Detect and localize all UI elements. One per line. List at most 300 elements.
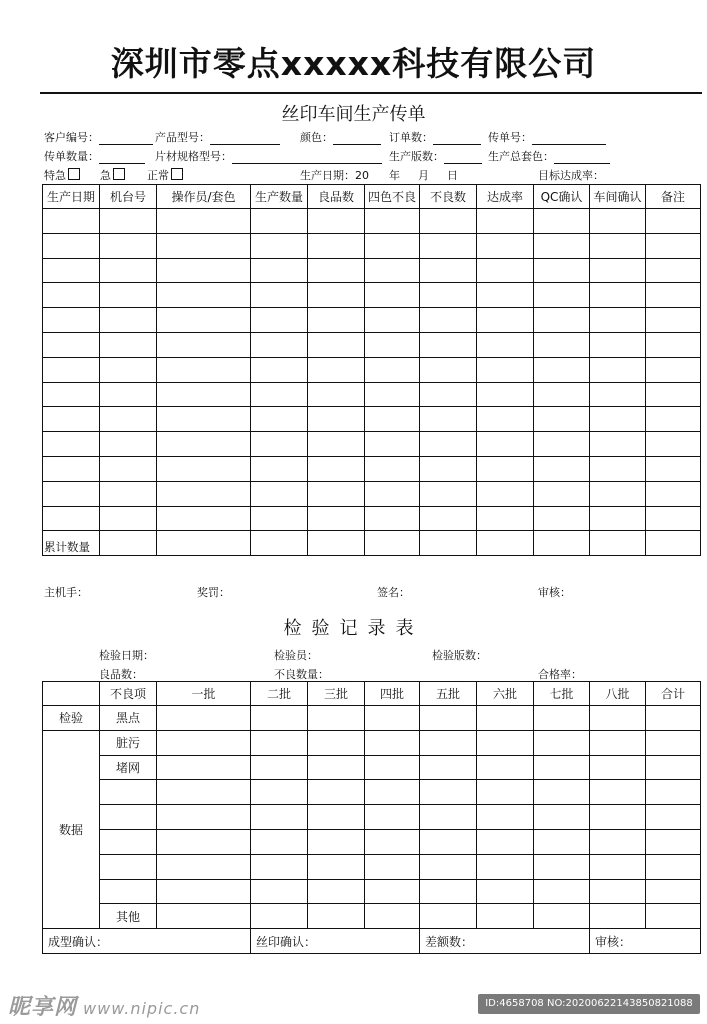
table-cell[interactable]	[420, 780, 477, 805]
target-rate-field[interactable]	[538, 167, 604, 183]
table-cell[interactable]	[43, 481, 100, 506]
table-cell[interactable]	[477, 233, 534, 258]
table-cell[interactable]	[157, 854, 251, 879]
table-cell[interactable]	[157, 780, 251, 805]
table-cell[interactable]	[590, 209, 646, 234]
table-cell[interactable]	[43, 407, 100, 432]
table-cell[interactable]	[477, 357, 534, 382]
table-cell[interactable]	[534, 456, 590, 481]
table-cell[interactable]	[251, 780, 308, 805]
prod-total-colors-blank[interactable]	[554, 152, 610, 164]
pass-rate-label: 合格率：	[538, 668, 582, 681]
table-cell[interactable]	[590, 730, 646, 755]
table-cell[interactable]	[157, 209, 251, 234]
prod-total-colors-field[interactable]	[488, 148, 610, 164]
table-cell[interactable]	[590, 407, 646, 432]
table-cell[interactable]	[251, 730, 308, 755]
table-cell[interactable]	[365, 233, 420, 258]
table-cell[interactable]	[308, 755, 365, 780]
table-cell[interactable]	[43, 506, 100, 531]
slip-qty-label: 传单数量：	[44, 150, 99, 163]
sheet-spec-field[interactable]	[155, 148, 382, 164]
table-cell[interactable]	[157, 730, 251, 755]
table-cell[interactable]	[43, 456, 100, 481]
table-cell[interactable]	[590, 780, 646, 805]
table-cell[interactable]	[308, 456, 365, 481]
table-cell[interactable]	[308, 209, 365, 234]
form-title: 丝印车间生产传单	[281, 104, 426, 125]
table-cell[interactable]	[100, 258, 157, 283]
table-cell[interactable]	[534, 829, 590, 854]
table-cell[interactable]	[308, 879, 365, 904]
color-field[interactable]	[300, 129, 381, 145]
table-cell[interactable]	[420, 755, 477, 780]
table-cell[interactable]	[646, 258, 701, 283]
order-qty-field[interactable]	[389, 129, 481, 145]
table-cell[interactable]	[308, 506, 365, 531]
color-blank[interactable]	[333, 133, 381, 145]
review-cell[interactable]: 审核：	[590, 929, 701, 954]
table-cell[interactable]	[308, 531, 365, 556]
table-cell[interactable]	[157, 829, 251, 854]
table-cell[interactable]	[365, 879, 420, 904]
table-row	[43, 258, 701, 283]
table-cell[interactable]	[590, 531, 646, 556]
table-cell[interactable]	[251, 456, 308, 481]
table-cell[interactable]	[157, 308, 251, 333]
table-cell[interactable]	[365, 432, 420, 457]
table-cell[interactable]	[251, 382, 308, 407]
table-cell[interactable]	[477, 456, 534, 481]
table-cell[interactable]	[251, 805, 308, 830]
slip-no-label: 传单号：	[488, 131, 532, 144]
table-cell[interactable]	[646, 904, 701, 929]
table-cell[interactable]	[157, 258, 251, 283]
table-cell[interactable]	[534, 879, 590, 904]
table-cell[interactable]	[251, 706, 308, 731]
table-cell[interactable]	[646, 755, 701, 780]
table-cell[interactable]	[365, 209, 420, 234]
table-cell[interactable]	[590, 258, 646, 283]
table-cell[interactable]	[157, 506, 251, 531]
table-cell[interactable]	[365, 780, 420, 805]
table-cell[interactable]	[365, 332, 420, 357]
table-cell[interactable]	[365, 755, 420, 780]
table-cell[interactable]	[477, 209, 534, 234]
table-row	[43, 531, 701, 556]
table-cell[interactable]	[477, 283, 534, 308]
table-cell[interactable]	[308, 432, 365, 457]
table-cell[interactable]	[100, 481, 157, 506]
table-cell[interactable]	[308, 780, 365, 805]
slip-no-blank[interactable]	[532, 133, 606, 145]
sheet-spec-blank[interactable]	[232, 152, 382, 164]
production-header-cell: 车间确认	[590, 185, 646, 209]
table-cell[interactable]	[251, 432, 308, 457]
table-cell[interactable]	[100, 233, 157, 258]
table-cell[interactable]	[100, 432, 157, 457]
print-confirm-cell[interactable]: 丝印确认：	[251, 929, 420, 954]
table-cell[interactable]	[420, 382, 477, 407]
table-cell[interactable]	[590, 481, 646, 506]
table-cell[interactable]	[43, 258, 100, 283]
table-cell[interactable]	[534, 755, 590, 780]
table-cell[interactable]	[646, 432, 701, 457]
table-cell[interactable]	[157, 233, 251, 258]
table-cell[interactable]	[477, 531, 534, 556]
table-cell[interactable]	[534, 780, 590, 805]
table-cell[interactable]	[365, 357, 420, 382]
table-cell[interactable]	[590, 308, 646, 333]
prod-plates-field[interactable]	[389, 148, 482, 164]
prod-date-field[interactable]	[300, 167, 458, 183]
table-cell[interactable]	[646, 854, 701, 879]
diff-qty-cell[interactable]: 差额数：	[420, 929, 590, 954]
table-cell[interactable]	[308, 730, 365, 755]
table-cell[interactable]	[365, 382, 420, 407]
table-cell[interactable]	[420, 357, 477, 382]
table-cell[interactable]	[100, 407, 157, 432]
data-side-label: 数据	[43, 730, 100, 928]
table-cell[interactable]	[646, 481, 701, 506]
form-confirm-cell[interactable]: 成型确认：	[43, 929, 251, 954]
table-cell[interactable]	[477, 308, 534, 333]
table-cell[interactable]	[534, 308, 590, 333]
table-cell[interactable]	[534, 209, 590, 234]
table-cell[interactable]	[365, 506, 420, 531]
table-cell[interactable]	[157, 879, 251, 904]
table-cell[interactable]	[646, 456, 701, 481]
table-cell[interactable]	[534, 531, 590, 556]
table-cell[interactable]	[251, 481, 308, 506]
table-cell[interactable]	[251, 332, 308, 357]
table-cell[interactable]	[308, 706, 365, 731]
table-cell[interactable]	[308, 382, 365, 407]
table-cell[interactable]	[420, 531, 477, 556]
watermark-logo: 昵享网 www.nipic.cn	[8, 995, 201, 1020]
table-cell[interactable]	[534, 283, 590, 308]
urgent-option[interactable]	[100, 167, 125, 183]
table-cell[interactable]	[251, 233, 308, 258]
table-cell[interactable]	[100, 283, 157, 308]
table-cell[interactable]	[420, 258, 477, 283]
table-cell[interactable]	[157, 382, 251, 407]
table-cell[interactable]	[365, 531, 420, 556]
table-cell[interactable]	[420, 209, 477, 234]
table-cell[interactable]	[308, 308, 365, 333]
table-cell[interactable]	[43, 332, 100, 357]
batch-header-cell: 四批	[365, 682, 420, 706]
table-cell[interactable]	[420, 805, 477, 830]
table-cell[interactable]	[157, 481, 251, 506]
table-cell[interactable]	[477, 481, 534, 506]
table-cell[interactable]	[420, 432, 477, 457]
table-cell[interactable]	[251, 531, 308, 556]
table-cell[interactable]	[365, 258, 420, 283]
target-rate-label: 目标达成率：	[538, 169, 604, 182]
table-cell[interactable]	[534, 730, 590, 755]
table-cell[interactable]	[534, 407, 590, 432]
table-cell[interactable]	[100, 382, 157, 407]
reward-label: 奖罚：	[197, 586, 230, 599]
table-cell[interactable]	[251, 904, 308, 929]
table-cell[interactable]	[365, 805, 420, 830]
table-cell[interactable]	[100, 456, 157, 481]
table-cell[interactable]	[308, 283, 365, 308]
table-cell[interactable]	[646, 780, 701, 805]
inspection-title: 检验记录表	[283, 618, 424, 639]
table-cell[interactable]	[100, 506, 157, 531]
urgent-special-option[interactable]	[44, 167, 80, 183]
table-cell[interactable]	[251, 829, 308, 854]
table-cell[interactable]	[646, 283, 701, 308]
table-cell[interactable]	[308, 332, 365, 357]
customer-no-field[interactable]	[44, 129, 153, 145]
table-cell[interactable]	[251, 755, 308, 780]
table-cell[interactable]	[365, 481, 420, 506]
table-cell[interactable]	[365, 706, 420, 731]
table-cell[interactable]	[420, 879, 477, 904]
table-cell[interactable]	[646, 829, 701, 854]
cumulative-total-label: 累计数量	[43, 531, 100, 556]
batch-header-cell: 七批	[534, 682, 590, 706]
table-cell[interactable]	[420, 407, 477, 432]
table-cell[interactable]	[100, 357, 157, 382]
table-cell[interactable]	[157, 407, 251, 432]
table-cell[interactable]	[43, 283, 100, 308]
table-cell[interactable]	[365, 456, 420, 481]
table-cell[interactable]	[477, 879, 534, 904]
customer-no-blank[interactable]	[99, 133, 153, 145]
table-cell[interactable]	[477, 780, 534, 805]
main-operator-label: 主机手：	[44, 586, 88, 599]
table-cell[interactable]	[251, 283, 308, 308]
table-cell[interactable]	[477, 332, 534, 357]
table-cell[interactable]	[477, 506, 534, 531]
prod-plates-label: 生产版数：	[389, 150, 444, 163]
table-cell[interactable]	[534, 805, 590, 830]
batch-header-cell: 二批	[251, 682, 308, 706]
table-cell[interactable]	[100, 332, 157, 357]
table-cell[interactable]	[534, 357, 590, 382]
table-cell[interactable]	[646, 209, 701, 234]
slip-no-field[interactable]	[488, 129, 606, 145]
table-cell[interactable]	[43, 209, 100, 234]
table-cell[interactable]	[590, 456, 646, 481]
table-cell[interactable]	[534, 332, 590, 357]
table-cell[interactable]	[157, 805, 251, 830]
table-cell[interactable]	[646, 879, 701, 904]
table-cell[interactable]	[534, 382, 590, 407]
table-cell[interactable]	[590, 332, 646, 357]
table-row	[43, 805, 701, 830]
table-cell[interactable]	[590, 283, 646, 308]
table-cell[interactable]	[477, 755, 534, 780]
table-cell[interactable]	[157, 332, 251, 357]
table-cell[interactable]	[534, 506, 590, 531]
table-cell[interactable]	[157, 904, 251, 929]
table-cell[interactable]	[477, 854, 534, 879]
table-cell[interactable]	[420, 829, 477, 854]
table-row	[43, 706, 701, 731]
table-cell[interactable]	[646, 308, 701, 333]
table-cell[interactable]	[420, 506, 477, 531]
product-model-label: 产品型号：	[155, 131, 210, 144]
batch-header-cell: 五批	[420, 682, 477, 706]
order-qty-blank[interactable]	[433, 133, 481, 145]
table-cell[interactable]	[365, 730, 420, 755]
table-cell[interactable]	[646, 332, 701, 357]
prod-plates-blank[interactable]	[444, 152, 482, 164]
table-cell[interactable]	[420, 283, 477, 308]
table-cell[interactable]	[534, 233, 590, 258]
urgent-checkbox[interactable]	[113, 168, 125, 180]
table-row	[43, 755, 701, 780]
inspect-plates-label: 检验版数：	[432, 649, 487, 662]
table-cell[interactable]	[308, 805, 365, 830]
table-cell[interactable]	[534, 706, 590, 731]
table-cell[interactable]	[308, 233, 365, 258]
table-row	[43, 209, 701, 234]
table-cell[interactable]	[646, 357, 701, 382]
table-cell[interactable]	[157, 357, 251, 382]
table-cell[interactable]	[477, 706, 534, 731]
table-cell[interactable]	[646, 706, 701, 731]
table-cell[interactable]	[251, 407, 308, 432]
table-cell[interactable]	[534, 432, 590, 457]
table-cell[interactable]	[590, 879, 646, 904]
table-cell[interactable]	[590, 357, 646, 382]
table-cell[interactable]	[251, 357, 308, 382]
table-cell[interactable]	[477, 904, 534, 929]
table-cell[interactable]	[365, 308, 420, 333]
table-cell[interactable]	[157, 432, 251, 457]
table-cell[interactable]	[43, 382, 100, 407]
review-label: 审核：	[538, 586, 571, 599]
table-cell[interactable]	[365, 283, 420, 308]
table-row	[43, 308, 701, 333]
slip-qty-field[interactable]	[44, 148, 145, 164]
table-cell[interactable]	[534, 904, 590, 929]
urgent-special-checkbox[interactable]	[68, 168, 80, 180]
table-cell[interactable]	[157, 283, 251, 308]
table-cell[interactable]	[590, 755, 646, 780]
table-cell[interactable]	[43, 233, 100, 258]
table-cell[interactable]	[308, 481, 365, 506]
table-cell[interactable]	[308, 904, 365, 929]
slip-qty-blank[interactable]	[99, 152, 145, 164]
production-table	[42, 184, 701, 556]
table-cell[interactable]	[251, 308, 308, 333]
header-empty-cell	[43, 682, 100, 706]
table-cell[interactable]	[100, 209, 157, 234]
table-cell[interactable]	[590, 904, 646, 929]
table-cell[interactable]	[157, 531, 251, 556]
table-cell[interactable]	[477, 432, 534, 457]
table-cell[interactable]	[646, 506, 701, 531]
day-label: 日	[447, 169, 458, 182]
product-model-field[interactable]	[155, 129, 280, 145]
table-cell[interactable]	[100, 308, 157, 333]
table-cell[interactable]	[646, 407, 701, 432]
table-cell[interactable]	[157, 456, 251, 481]
table-cell[interactable]	[308, 258, 365, 283]
table-cell[interactable]	[43, 432, 100, 457]
table-cell[interactable]	[646, 730, 701, 755]
table-cell[interactable]	[365, 407, 420, 432]
table-cell[interactable]	[590, 829, 646, 854]
table-cell[interactable]	[420, 904, 477, 929]
table-cell[interactable]	[365, 829, 420, 854]
table-cell[interactable]	[590, 854, 646, 879]
table-cell[interactable]	[420, 730, 477, 755]
table-cell[interactable]	[420, 481, 477, 506]
normal-checkbox[interactable]	[171, 168, 183, 180]
table-cell[interactable]	[534, 854, 590, 879]
table-cell[interactable]	[477, 407, 534, 432]
table-cell[interactable]	[477, 829, 534, 854]
table-cell[interactable]	[646, 805, 701, 830]
table-cell[interactable]	[420, 308, 477, 333]
inspection-side-label: 检验	[43, 706, 100, 731]
table-cell[interactable]	[157, 755, 251, 780]
table-cell[interactable]	[43, 357, 100, 382]
production-header-row	[43, 185, 701, 209]
table-cell[interactable]	[590, 432, 646, 457]
table-cell[interactable]	[365, 904, 420, 929]
table-cell[interactable]	[100, 531, 157, 556]
table-cell[interactable]	[646, 382, 701, 407]
table-cell[interactable]	[534, 258, 590, 283]
normal-option[interactable]	[147, 167, 183, 183]
table-cell[interactable]	[251, 209, 308, 234]
table-cell[interactable]	[590, 706, 646, 731]
table-cell[interactable]	[420, 233, 477, 258]
defect-qty-label: 不良数量：	[274, 668, 329, 681]
table-cell[interactable]	[534, 481, 590, 506]
table-cell[interactable]	[308, 357, 365, 382]
table-cell[interactable]	[477, 805, 534, 830]
table-cell[interactable]	[477, 730, 534, 755]
table-cell[interactable]	[251, 854, 308, 879]
table-cell[interactable]	[590, 506, 646, 531]
table-cell[interactable]	[308, 854, 365, 879]
table-cell[interactable]	[157, 706, 251, 731]
table-cell[interactable]	[308, 407, 365, 432]
product-model-blank[interactable]	[210, 133, 280, 145]
table-cell[interactable]	[590, 233, 646, 258]
table-cell[interactable]	[420, 706, 477, 731]
table-cell[interactable]	[308, 829, 365, 854]
table-cell[interactable]	[251, 258, 308, 283]
table-cell[interactable]	[420, 854, 477, 879]
table-cell[interactable]	[646, 531, 701, 556]
production-header-cell: 机台号	[100, 185, 157, 209]
table-cell[interactable]	[477, 382, 534, 407]
table-cell[interactable]	[43, 308, 100, 333]
table-cell[interactable]	[590, 805, 646, 830]
table-cell[interactable]	[590, 382, 646, 407]
table-cell[interactable]	[646, 233, 701, 258]
table-cell[interactable]	[365, 854, 420, 879]
defect-item-header: 不良项	[100, 682, 157, 706]
table-cell[interactable]	[477, 258, 534, 283]
table-cell[interactable]	[251, 879, 308, 904]
table-row	[43, 357, 701, 382]
table-cell[interactable]	[420, 332, 477, 357]
table-cell[interactable]	[251, 506, 308, 531]
table-cell[interactable]	[420, 456, 477, 481]
